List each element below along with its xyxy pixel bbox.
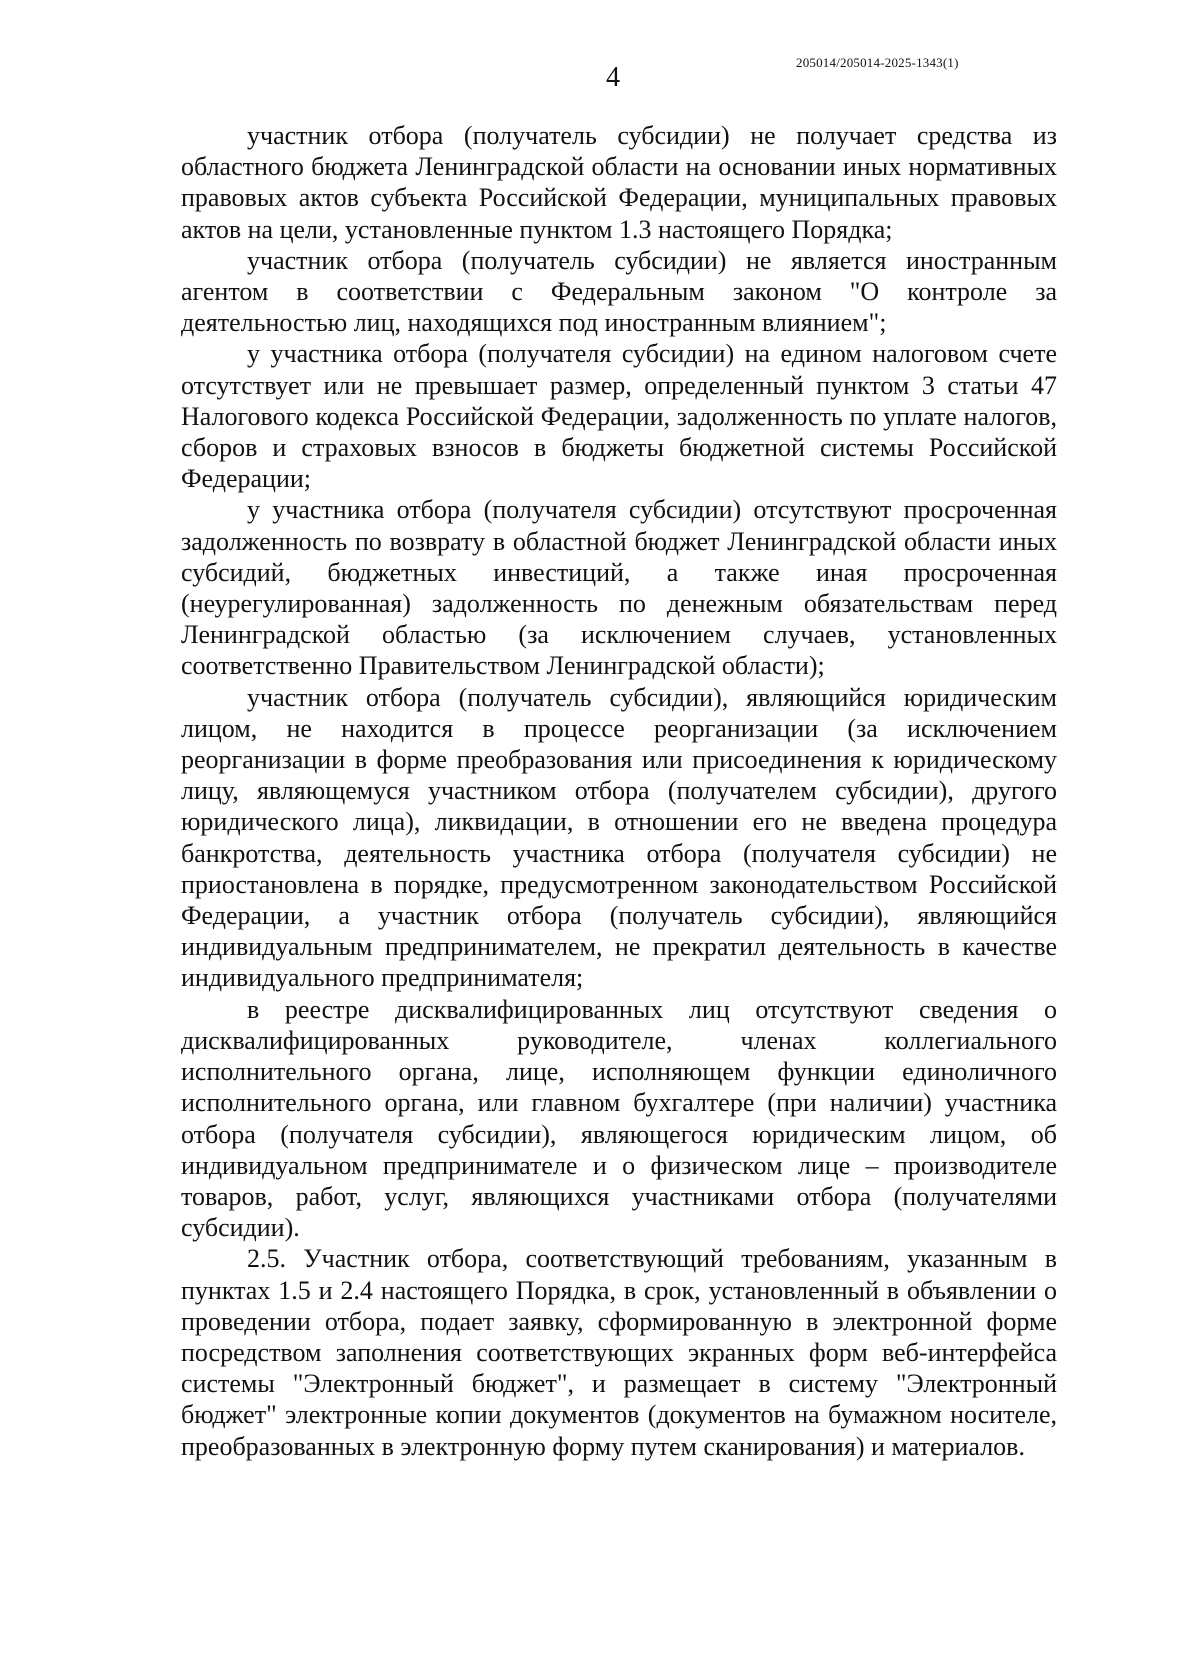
paragraph-tax-debt: у участника отбора (получателя субсидии) на едином налоговом счете отсутствует или не превышает размер, определенный пунктом 3 статьи 47 Налогового кодекса Российской Федерации, задолженность по уплате налогов, сборов и страховых взносов в бюджеты бюджетной системы Российской Федерации; — [181, 339, 1057, 494]
paragraph-section-2-5: 2.5. Участник отбора, соответствующий требованиям, указанным в пунктах 1.5 и 2.4 настоящего Порядка, в срок, установленный в объявлении о проведении отбора, подает заявку, сформированную в электронной форме посредством заполнения соответствующих экранных форм веб-интерфейса системы "Электронный бюджет", и размещает в систему "Электронный бюджет" электронные копии документов (документов на бумажном носителе, преобразованных в электронную форму путем сканирования) и материалов. — [181, 1244, 1057, 1461]
paragraph-reorganization: участник отбора (получатель субсидии), являющийся юридическим лицом, не находится в процессе реорганизации (за исключением реорганизации в форме преобразования или присоединения к юридическому лицу, являющемуся участником отбора (получателем субсидии), другого юридического лица), ликвидации, в отношении его не введена процедура банкротства, деятельность участника отбора (получателя субсидии) не приостановлена в порядке, предусмотренном законодательством Российской Федерации, а участник отбора (получатель субсидии), являющийся индивидуальным предпринимателем, не прекратил деятельность в качестве индивидуального предпринимателя; — [181, 682, 1057, 993]
document-body — [181, 120, 1057, 1462]
page-number: 4 — [606, 62, 620, 93]
paragraph-disqualified-persons: в реестре дисквалифицированных лиц отсутствуют сведения о дисквалифицированных руководителе, членах коллегиального исполнительного органа, лице, исполняющем функции единоличного исполнительного органа, или главном бухгалтере (при наличии) участника отбора (получателя субсидии), являющегося юридическим лицом, об индивидуальном предпринимателе и о физическом лице – производителе товаров, работ, услуг, являющихся участниками отбора (получателями субсидии). — [181, 994, 1057, 1243]
paragraph-no-other-funding: участник отбора (получатель субсидии) не получает средства из областного бюджета Ленинградской области на основании иных нормативных правовых актов субъекта Российской Федерации, муниципальных правовых актов на цели, установленные пунктом 1.3 настоящего Порядка; — [181, 121, 1057, 244]
paragraph-overdue-debt: у участника отбора (получателя субсидии) отсутствуют просроченная задолженность по возврату в областной бюджет Ленинградской области иных субсидий, бюджетных инвестиций, а также иная просроченная (неурегулированная) задолженность по денежным обязательствам перед Ленинградской областью (за исключением случаев, установленных соответственно Правительством Ленинградской области); — [181, 495, 1057, 681]
document-code: 205014/205014-2025-1343(1) — [796, 55, 959, 70]
paragraph-not-foreign-agent: участник отбора (получатель субсидии) не является иностранным агентом в соответствии с Федеральным законом "О контроле за деятельностью лиц, находящихся под иностранным влиянием"; — [181, 245, 1057, 338]
